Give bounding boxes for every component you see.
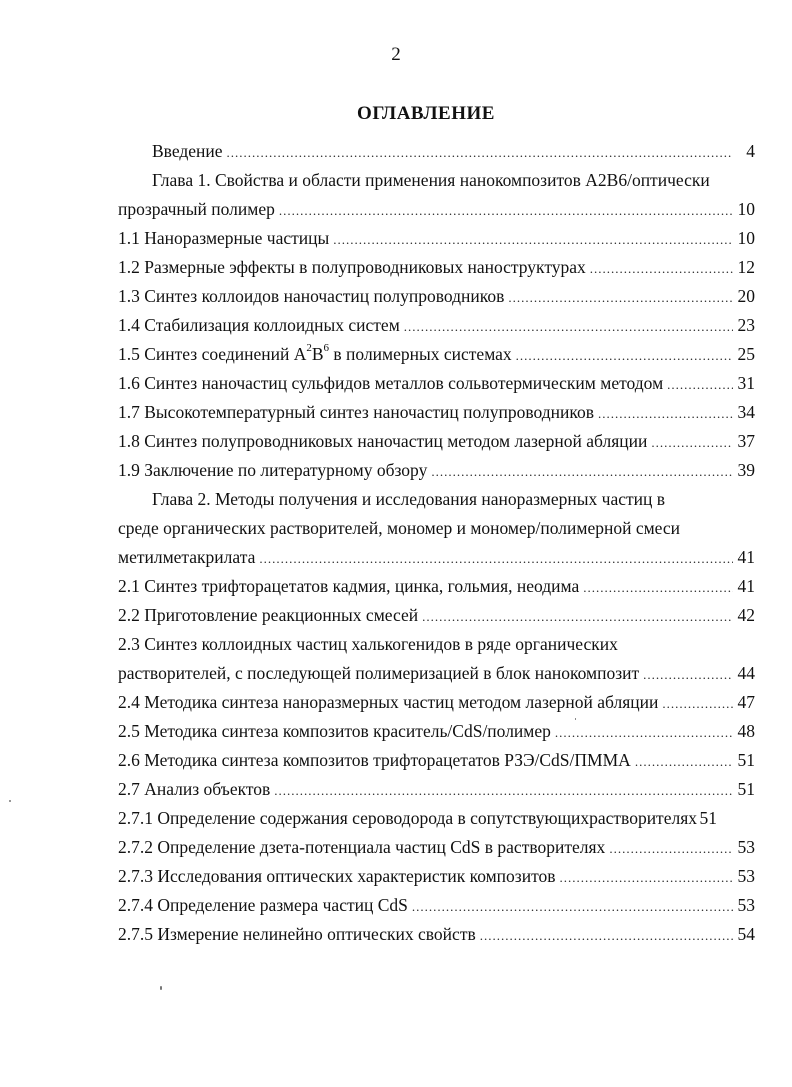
toc-entry-introduction[interactable]: Введение ..... 4 <box>152 141 755 171</box>
toc-entry-1-4[interactable]: 1.4 Стабилизация коллоидных систем ..... 23 <box>118 315 755 345</box>
toc-entry-2-3[interactable]: 2.3 Синтез коллоидных частиц халькогенидов в ряде органических <box>118 634 618 654</box>
toc-entry-2-7-2[interactable]: 2.7.2 Определение дзета-потенциала частиц CdS в растворителях ..... 53 <box>118 837 755 867</box>
toc-entry-2-5[interactable]: 2.5 Методика синтеза композитов краситель/CdS/полимер ..... 48 <box>118 721 755 751</box>
toc-entry-2-7-5[interactable]: 2.7.5 Измерение нелинейно оптических свойств ..... 54 <box>118 924 755 954</box>
toc-entry-2-7-4[interactable]: 2.7.4 Определение размера частиц CdS ..... 53 <box>118 895 755 925</box>
toc-entry-1-3[interactable]: 1.3 Синтез коллоидов наночастиц полупроводников ..... 20 <box>118 286 755 316</box>
toc-entry-1-6[interactable]: 1.6 Синтез наночастиц сульфидов металлов сольвотермическим методом ..... 31 <box>118 373 755 403</box>
toc-entry-2-3-cont[interactable]: растворителей, с последующей полимеризацией в блок нанокомпозит ..... 44 <box>118 663 755 693</box>
scan-speck <box>9 800 11 802</box>
toc-entry-1-8[interactable]: 1.8 Синтез полупроводниковых наночастиц методом лазерной абляции ..... 37 <box>118 431 755 461</box>
toc-entry-2-4[interactable]: 2.4 Методика синтеза наноразмерных частиц методом лазерной абляции ..... 47 <box>118 692 755 722</box>
toc-entry-2-6[interactable]: 2.6 Методика синтеза композитов трифторацетатов РЗЭ/CdS/ПММА ..... 51 <box>118 750 755 780</box>
toc-entry-1-1[interactable]: 1.1 Наноразмерные частицы ..... 10 <box>118 228 755 258</box>
toc-entry-chapter-1[interactable]: Глава 1. Свойства и области применения нанокомпозитов А2В6/оптически <box>152 170 710 190</box>
toc-entry-chapter-1-cont[interactable]: прозрачный полимер ..... 10 <box>118 199 755 229</box>
toc-entry-2-7[interactable]: 2.7 Анализ объектов ..... 51 <box>118 779 755 809</box>
toc-entry-1-5[interactable]: 1.5 Синтез соединений $A^2B^6$ в полимерных системах ..... 25 <box>118 344 755 374</box>
toc-entry-chapter-2[interactable]: Глава 2. Методы получения и исследования наноразмерных частиц в <box>152 489 666 509</box>
toc-entry-chapter-2-cont-1[interactable]: среде органических растворителей, мономер и мономер/полимерной смеси <box>118 518 680 538</box>
toc-entry-2-1[interactable]: 2.1 Синтез трифторацетатов кадмия, цинка, гольмия, неодима ..... 41 <box>118 576 755 606</box>
toc-entry-2-7-3[interactable]: 2.7.3 Исследования оптических характеристик композитов ..... 53 <box>118 866 755 896</box>
page-number: 2 <box>391 44 401 65</box>
toc-entry-1-7[interactable]: 1.7 Высокотемпературный синтез наночастиц полупроводников ..... 34 <box>118 402 755 432</box>
toc-entry-chapter-2-cont-2[interactable]: метилметакрилата ..... 41 <box>118 547 755 577</box>
scan-speck <box>160 986 162 990</box>
toc-entry-2-2[interactable]: 2.2 Приготовление реакционных смесей ..... 42 <box>118 605 755 635</box>
scan-speck <box>575 718 576 720</box>
toc-entry-1-2[interactable]: 1.2 Размерные эффекты в полупроводниковых наноструктурах ..... 12 <box>118 257 755 287</box>
toc-entry-2-7-1[interactable]: 2.7.1 Определение содержания сероводорода в сопутствующихрастворителях 51 <box>118 808 718 828</box>
toc-title: ОГЛАВЛЕНИЕ <box>357 103 495 124</box>
toc-entry-1-9[interactable]: 1.9 Заключение по литературному обзору ..... 39 <box>118 460 755 490</box>
